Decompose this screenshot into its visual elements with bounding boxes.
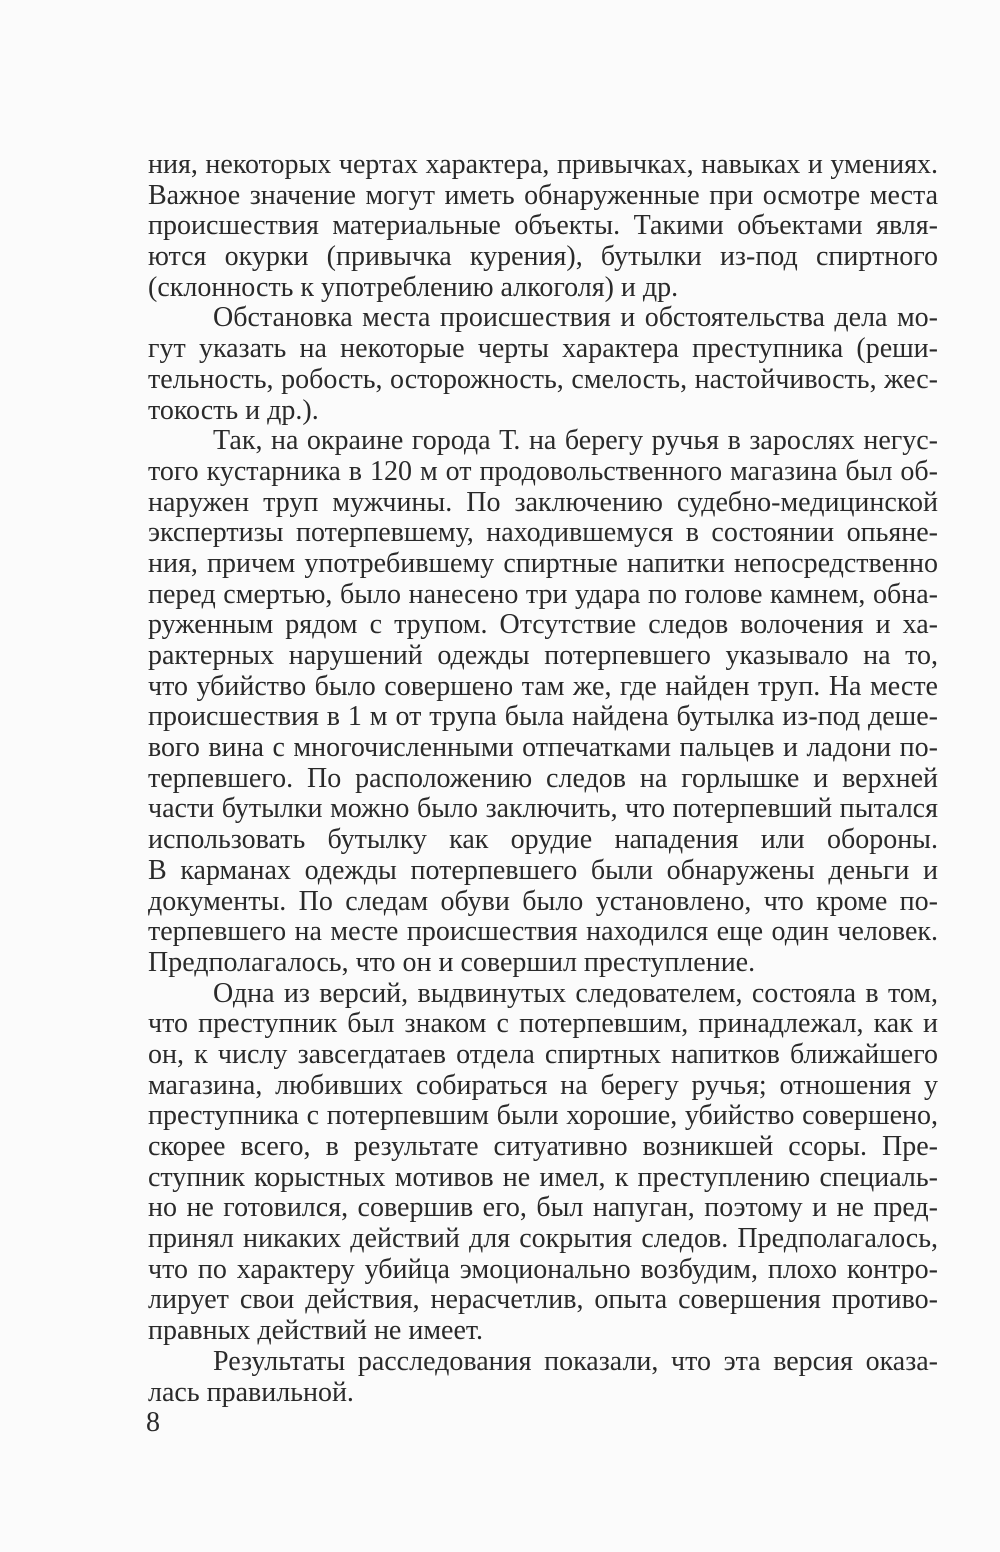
text-line: рактерных нарушений одежды потерпевшего указывало на то, (148, 640, 938, 671)
text-line: экспертизы потерпевшему, находившемуся в состоянии опьяне- (148, 517, 938, 549)
text-line: использовать бутылку как орудие нападения или обороны. (148, 824, 938, 856)
text-line: что по характеру убийца эмоционально возбудим, плохо контро- (148, 1253, 938, 1285)
page-number: 8 (146, 1407, 160, 1438)
text-line: Предполагалось, что он и совершил преступление. (148, 946, 756, 978)
text-line: преступника с потерпевшим были хорошие, убийство совершено, (148, 1100, 938, 1132)
text-line: документы. По следам обуви было установлено, что кроме по- (148, 885, 938, 917)
paragraph (148, 303, 938, 426)
text-line: Важное значение могут иметь обнаруженные при осмотре места (148, 179, 938, 211)
text-line: гут указать на некоторые черты характера преступника (реши- (148, 333, 938, 365)
text-line: происшествия в 1 м от трупа была найдена бутылка из-под деше- (148, 701, 938, 733)
text-line: В карманах одежды потерпевшего были обнаружены деньги и (148, 854, 938, 886)
text-line: (склонность к употреблению алкоголя) и др. (148, 271, 679, 303)
text-line: того кустарника в 120 м от продовольственного магазина был об- (148, 455, 938, 487)
text-line: происшествия материальные объекты. Такими объектами явля- (148, 210, 938, 242)
text-line: что убийство было совершено там же, где найден труп. На месте (148, 670, 938, 702)
text-line: что преступник был знаком с потерпевшим, принадлежал, как и (148, 1008, 938, 1040)
paragraph (148, 979, 938, 1347)
text-line: лась правильной. (148, 1376, 354, 1408)
text-line: тельность, робость, осторожность, смелость, настойчивость, жес- (148, 363, 938, 395)
text-line: принял никаких действий для сокрытия следов. Предполагалось, (148, 1223, 938, 1255)
text-line: руженным рядом с трупом. Отсутствие следов волочения и ха- (148, 609, 938, 641)
text-line: токость и др.). (148, 394, 319, 426)
text-line: магазина, любивших собираться на берегу ручья; отношения у (148, 1069, 938, 1101)
text-line: ступник корыстных мотивов не имел, к преступлению специаль- (148, 1161, 938, 1193)
text-line: терпевшего. По расположению следов на горлышке и верхней (148, 762, 938, 794)
text-line: Так, на окраине города Т. на берегу ручья в зарослях негус- (213, 425, 938, 457)
text-line: ния, причем употребившему спиртные напитки непосредственно (148, 547, 938, 579)
paragraph (148, 150, 938, 303)
text-line: наружен труп мужчины. По заключению судебно-медицинской (148, 486, 938, 518)
body-text (148, 150, 938, 1408)
text-line: он, к числу завсегдатаев отдела спиртных напитков ближайшего (148, 1038, 938, 1070)
text-line: ются окурки (привычка курения), бутылки из-под спиртного (148, 241, 938, 273)
paragraph (148, 1347, 938, 1408)
text-line: скорее всего, в результате ситуативно возникшей ссоры. Пре- (148, 1131, 938, 1162)
text-line: ния, некоторых чертах характера, привычках, навыках и умениях. (148, 149, 938, 180)
text-line: но не готовился, совершив его, был напуган, поэтому и не пред- (148, 1192, 938, 1224)
text-line: терпевшего на месте происшествия находился еще один человек. (148, 916, 938, 948)
text-line: Обстановка места происшествия и обстоятельства дела мо- (213, 302, 938, 334)
text-line: Одна из версий, выдвинутых следователем, состояла в том, (213, 977, 938, 1009)
text-line: лирует свои действия, нерасчетлив, опыта совершения противо- (148, 1284, 938, 1316)
text-line: вого вина с многочисленными отпечатками пальцев и ладони по- (148, 732, 938, 764)
paragraph (148, 426, 938, 978)
text-line: перед смертью, было нанесено три удара по голове камнем, обна- (148, 578, 938, 610)
text-line: правных действий не имеет. (148, 1315, 484, 1347)
text-line: части бутылки можно было заключить, что потерпевший пытался (148, 793, 938, 825)
text-line: Результаты расследования показали, что эта версия оказа- (213, 1345, 938, 1377)
